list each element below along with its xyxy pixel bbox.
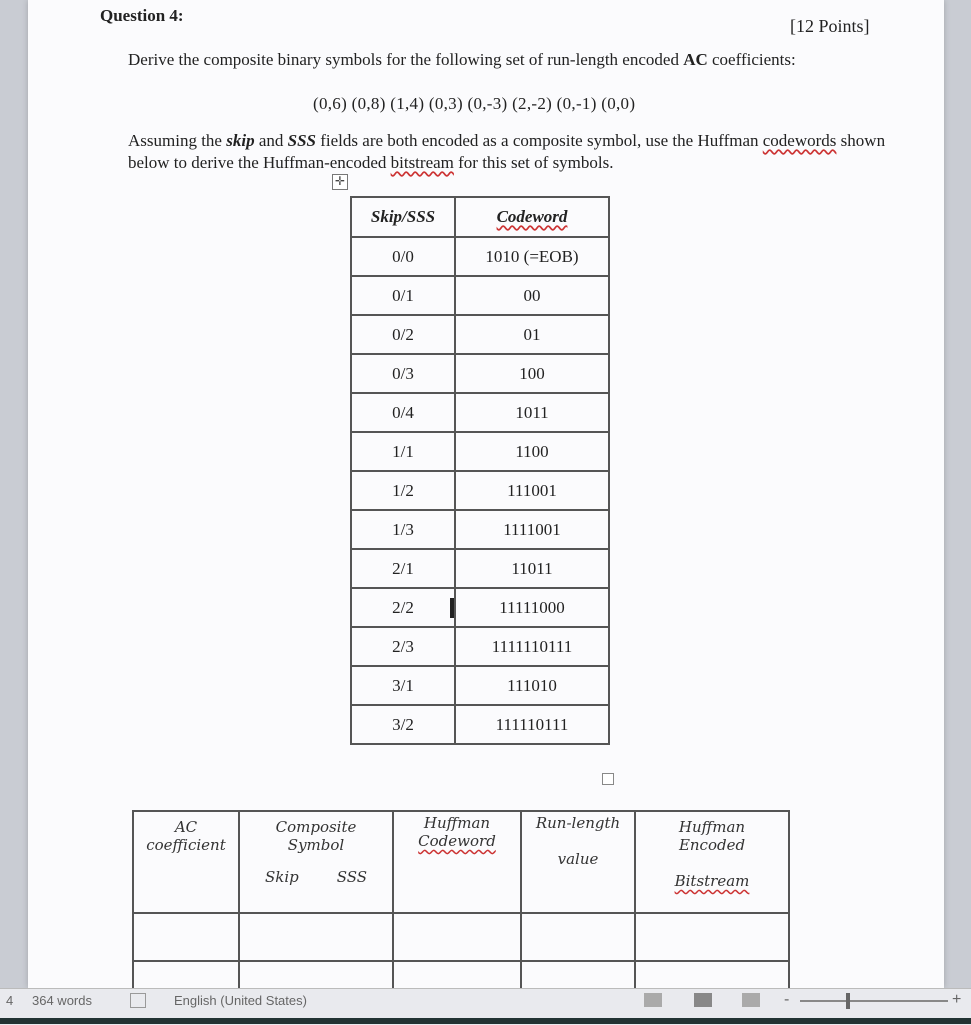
spellcheck-word-codeword-header[interactable]: Codeword (496, 207, 568, 226)
taskbar-edge (0, 1018, 971, 1024)
header-ac-coefficient[interactable] (133, 811, 239, 913)
codeword-cell[interactable]: 1111001 (455, 510, 609, 549)
header-composite-line2: Symbol (287, 836, 345, 854)
codeword-cell[interactable]: 111010 (455, 666, 609, 705)
answer-table-header-row (133, 811, 789, 913)
spellcheck-word-codeword-answer[interactable]: Codeword (418, 832, 496, 850)
header-encoded-line1: Huffman (678, 818, 746, 836)
status-word-count[interactable]: 364 words (32, 993, 92, 1008)
spellcheck-word-bitstream-answer[interactable]: Bitstream (674, 872, 750, 890)
instruction-text-bold: AC (683, 50, 708, 69)
header-runlength-line1: Run-length (535, 814, 621, 832)
skip-sss-cell[interactable]: 0/2 (351, 315, 455, 354)
coefficient-list: (0,6) (0,8) (1,4) (0,3) (0,-3) (2,-2) (0,-1) (0,0) (313, 94, 636, 113)
status-language[interactable]: English (United States) (174, 993, 307, 1008)
header-huffman-line1: Huffman (423, 814, 491, 832)
column-resize-cursor-icon (450, 598, 454, 618)
code-table-row (351, 705, 609, 744)
zoom-in-button[interactable]: + (952, 991, 962, 1008)
codeword-cell[interactable]: 111001 (455, 471, 609, 510)
code-table-row (351, 627, 609, 666)
print-layout-icon[interactable] (694, 993, 712, 1007)
answer-cell[interactable] (133, 913, 239, 961)
codeword-cell[interactable]: 1011 (455, 393, 609, 432)
header-skip: Skip (264, 868, 299, 886)
header-huffman-encoded-bitstream[interactable] (635, 811, 789, 913)
code-table-row (351, 315, 609, 354)
header-run-length-value[interactable] (521, 811, 635, 913)
para-c: fields are both encoded as a composite symbol, use the Huffman (316, 131, 763, 150)
answer-table[interactable] (132, 810, 790, 1010)
question-title: Question 4: (100, 6, 184, 25)
spellcheck-word-bitstream[interactable]: bitstream (390, 153, 454, 172)
codeword-cell[interactable]: 111110111 (455, 705, 609, 744)
codeword-cell[interactable]: 1010 (=EOB) (455, 237, 609, 276)
skip-sss-cell[interactable]: 1/3 (351, 510, 455, 549)
answer-table-row (133, 913, 789, 961)
header-runlength-line2: value (557, 850, 599, 868)
code-table-header-skip-sss: Skip/SSS (351, 197, 455, 237)
code-table-row (351, 510, 609, 549)
para-skip: skip (226, 131, 255, 150)
codeword-cell[interactable]: 1100 (455, 432, 609, 471)
answer-cell[interactable] (393, 913, 521, 961)
skip-sss-cell[interactable]: 0/1 (351, 276, 455, 315)
para-a: Assuming the (128, 131, 227, 150)
code-table-header-row (351, 197, 609, 237)
header-huffman-codeword[interactable] (393, 811, 521, 913)
code-table-header-codeword (455, 197, 609, 237)
answer-cell[interactable] (635, 913, 789, 961)
proofing-icon[interactable] (130, 993, 146, 1008)
web-layout-icon[interactable] (742, 993, 760, 1007)
instruction-paragraph (128, 130, 888, 174)
header-encoded-line2: Encoded (678, 836, 746, 854)
table-resize-handle-icon[interactable] (602, 773, 614, 785)
para-e: for this set of symbols. (453, 153, 614, 172)
huffman-code-table[interactable] (350, 196, 610, 745)
code-table-row (351, 276, 609, 315)
para-b: and (254, 131, 288, 150)
instruction-line (128, 50, 796, 70)
question-points: [12 Points] (790, 16, 870, 36)
read-mode-icon[interactable] (644, 993, 662, 1007)
skip-sss-cell[interactable]: 0/0 (351, 237, 455, 276)
skip-sss-cell[interactable]: 1/2 (351, 471, 455, 510)
codeword-cell[interactable]: 1111110111 (455, 627, 609, 666)
code-table-row (351, 588, 609, 627)
code-table-row (351, 471, 609, 510)
header-sss: SSS (336, 868, 367, 886)
codeword-cell[interactable]: 01 (455, 315, 609, 354)
code-table-row (351, 237, 609, 276)
header-ac-line2: coefficient (146, 836, 226, 854)
codeword-cell[interactable]: 11111000 (455, 588, 609, 627)
instruction-text-pre: Derive the composite binary symbols for the following set of run-length encoded (128, 50, 684, 69)
status-page-number[interactable]: 4 (6, 993, 14, 1008)
skip-sss-cell[interactable]: 0/4 (351, 393, 455, 432)
zoom-slider[interactable] (800, 1000, 948, 1002)
header-ac-line1: AC (174, 818, 198, 836)
codeword-cell[interactable]: 00 (455, 276, 609, 315)
skip-sss-cell[interactable]: 3/1 (351, 666, 455, 705)
header-composite-symbol[interactable] (239, 811, 393, 913)
skip-sss-cell[interactable]: 0/3 (351, 354, 455, 393)
skip-sss-cell[interactable]: 3/2 (351, 705, 455, 744)
code-table-row (351, 354, 609, 393)
answer-cell[interactable] (521, 913, 635, 961)
code-table-row (351, 432, 609, 471)
header-composite-line1: Composite (275, 818, 357, 836)
answer-cell[interactable] (239, 913, 393, 961)
para-d: shown below to derive the Huffman-encoded (128, 131, 886, 172)
code-table-row (351, 549, 609, 588)
codeword-cell[interactable]: 11011 (455, 549, 609, 588)
code-table-row (351, 393, 609, 432)
instruction-text-post: coefficients: (707, 50, 796, 69)
code-table-row (351, 666, 609, 705)
skip-sss-cell[interactable]: 1/1 (351, 432, 455, 471)
codeword-cell[interactable]: 100 (455, 354, 609, 393)
skip-sss-cell[interactable]: 2/2 (351, 588, 455, 627)
zoom-slider-thumb[interactable] (846, 993, 850, 1009)
skip-sss-cell[interactable]: 2/3 (351, 627, 455, 666)
skip-sss-cell[interactable]: 2/1 (351, 549, 455, 588)
para-sss: SSS (287, 131, 316, 150)
document-page[interactable] (28, 0, 944, 988)
spellcheck-word-codewords[interactable]: codewords (762, 131, 837, 150)
table-move-handle-icon[interactable]: ✛ (332, 174, 348, 190)
zoom-out-button[interactable]: - (784, 991, 790, 1008)
